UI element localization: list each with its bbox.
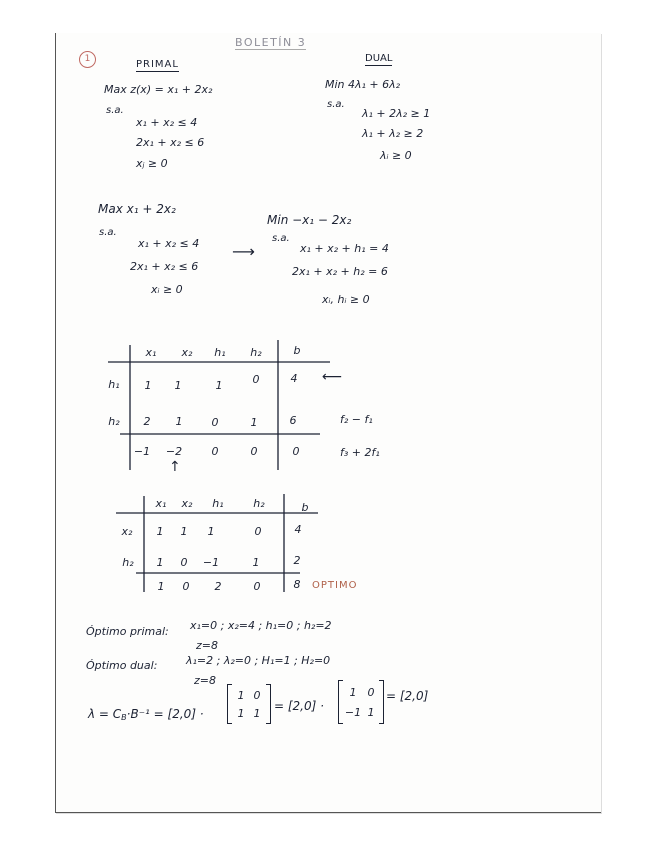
t1-cell: 0 — [211, 416, 219, 429]
t1-cell: 1 — [144, 379, 152, 392]
dual-nonneg: λᵢ ≥ 0 — [380, 149, 412, 162]
t2-cell: 0 — [254, 525, 262, 538]
t1-cell: 6 — [289, 414, 297, 427]
pivot-row-arrow: ⟵ — [322, 369, 343, 385]
t1-header-b: b — [293, 344, 301, 357]
pivot-col-arrow: ↑ — [169, 459, 181, 475]
m2-cell: 1 — [367, 706, 375, 719]
t2-cost-cell: 0 — [253, 580, 261, 593]
t1-cell: 1 — [215, 379, 223, 392]
t2-basis-row-1: x₂ — [121, 525, 133, 538]
t2-header-x2: x₂ — [181, 497, 193, 510]
t2-cell: 1 — [252, 556, 260, 569]
primal-sa: s.a. — [106, 105, 124, 116]
t2-cell: 1 — [180, 525, 188, 538]
standard-left-sa: s.a. — [99, 227, 117, 238]
t2-cell: 2 — [293, 554, 301, 567]
standard-left-objective: Max x₁ + 2x₂ — [98, 202, 176, 216]
m1-cell: 1 — [253, 707, 261, 720]
row-op-1: f₂ − f₁ — [340, 413, 373, 426]
t2-header-x1: x₁ — [155, 497, 167, 510]
primal-heading: PRIMAL — [136, 59, 179, 70]
standard-right-constraint-1: x₁ + x₂ + h₁ = 4 — [300, 242, 389, 255]
m2-cell: 0 — [367, 686, 375, 699]
t2-basis-row-2: h₂ — [122, 556, 134, 569]
t1-basis-row-2: h₂ — [108, 415, 120, 428]
t1-header-x1: x₁ — [145, 346, 157, 359]
t2-cell: 0 — [180, 556, 188, 569]
t1-cell: 1 — [174, 379, 182, 392]
t1-cost-cell: −1 — [133, 445, 151, 458]
primal-objective: Max z(x) = x₁ + 2x₂ — [104, 83, 213, 96]
t1-cell: 1 — [175, 415, 183, 428]
lambda-lhs: λ = CB·B⁻¹ = [2,0] · — [88, 707, 204, 722]
problem-number-circle: 1 — [79, 51, 96, 68]
t2-cost-cell: 8 — [293, 578, 301, 591]
optimo-dual-values: λ₁=2 ; λ₂=0 ; H₁=1 ; H₂=0 — [186, 654, 331, 667]
dual-heading: DUAL — [365, 53, 393, 64]
standard-right-constraint-2: 2x₁ + x₂ + h₂ = 6 — [292, 265, 388, 278]
optimo-dual-z: z=8 — [194, 674, 216, 687]
t2-header-h1: h₁ — [212, 497, 224, 510]
t1-cost-cell: 0 — [292, 445, 300, 458]
standard-left-constraint-1: x₁ + x₂ ≤ 4 — [138, 237, 200, 250]
lambda-result: = [2,0] — [386, 689, 429, 703]
standard-right-objective: Min −x₁ − 2x₂ — [267, 213, 352, 227]
t2-cost-cell: 1 — [157, 580, 165, 593]
t1-header-h2: h₂ — [250, 346, 262, 359]
lambda-mid: = [2,0] · — [274, 699, 324, 713]
dual-constraint-2: λ₁ + λ₂ ≥ 2 — [362, 127, 424, 140]
m2-cell: −1 — [344, 706, 362, 719]
t1-cell: 4 — [290, 372, 298, 385]
row-op-2: f₃ + 2f₁ — [340, 446, 380, 459]
t1-header-x2: x₂ — [181, 346, 193, 359]
t2-header-b: b — [301, 501, 309, 514]
dual-sa: s.a. — [327, 99, 345, 110]
standard-left-constraint-2: 2x₁ + x₂ ≤ 6 — [130, 260, 199, 273]
t1-cost-cell: −2 — [165, 445, 183, 458]
dual-constraint-1: λ₁ + 2λ₂ ≥ 1 — [362, 107, 431, 120]
dual-objective: Min 4λ₁ + 6λ₂ — [325, 78, 401, 91]
standard-right-sa: s.a. — [272, 233, 290, 244]
primal-constraint-2: 2x₁ + x₂ ≤ 6 — [136, 136, 205, 149]
t2-cell: 1 — [156, 556, 164, 569]
t2-cell: 1 — [156, 525, 164, 538]
t2-cost-cell: 2 — [214, 580, 222, 593]
transform-arrow: ⟶ — [232, 242, 255, 261]
optimo-label: OPTIMO — [312, 580, 358, 591]
standard-right-nonneg: xᵢ, hᵢ ≥ 0 — [322, 293, 370, 306]
m2-cell: 1 — [349, 686, 357, 699]
t2-cell: 4 — [294, 523, 302, 536]
optimo-primal-values: x₁=0 ; x₂=4 ; h₁=0 ; h₂=2 — [190, 619, 332, 632]
page-title: BOLETÍN 3 — [235, 36, 307, 49]
m1-cell: 1 — [237, 689, 245, 702]
optimo-primal-z: z=8 — [196, 639, 218, 652]
t2-cell: −1 — [202, 556, 220, 569]
m1-cell: 1 — [237, 707, 245, 720]
t2-cell: 1 — [207, 525, 215, 538]
t1-header-h1: h₁ — [214, 346, 226, 359]
t2-header-h2: h₂ — [253, 497, 265, 510]
t1-cell: 2 — [143, 415, 151, 428]
matrix-2 — [338, 680, 384, 724]
t1-basis-row-1: h₁ — [108, 378, 120, 391]
optimo-primal-label: Óptimo primal: — [86, 625, 169, 638]
t1-cell: 1 — [250, 416, 258, 429]
t1-cell: 0 — [252, 373, 260, 386]
t2-cost-cell: 0 — [182, 580, 190, 593]
m1-cell: 0 — [253, 689, 261, 702]
t1-cost-cell: 0 — [211, 445, 219, 458]
primal-nonneg: xⱼ ≥ 0 — [136, 157, 168, 170]
standard-left-nonneg: xᵢ ≥ 0 — [151, 283, 183, 296]
matrix-1 — [227, 684, 271, 724]
optimo-dual-label: Óptimo dual: — [86, 659, 158, 672]
t1-cost-cell: 0 — [250, 445, 258, 458]
primal-constraint-1: x₁ + x₂ ≤ 4 — [136, 116, 198, 129]
